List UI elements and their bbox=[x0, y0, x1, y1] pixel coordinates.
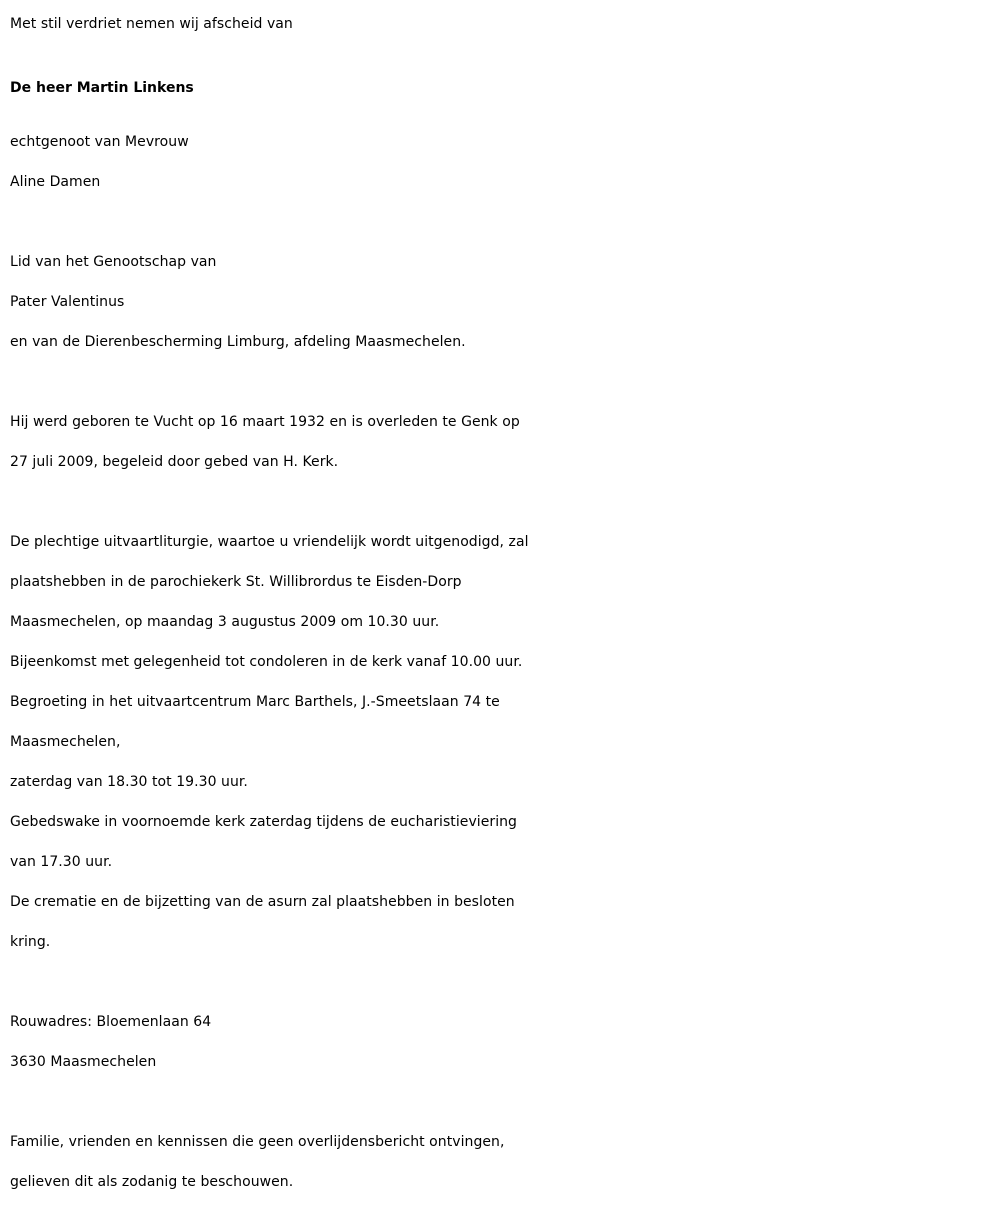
closing-section bbox=[10, 1122, 995, 1202]
funeral-line: zaterdag van 18.30 tot 19.30 uur. bbox=[10, 774, 248, 790]
obituary-notice bbox=[10, 4, 995, 1202]
spacer bbox=[10, 962, 995, 1002]
address-line: Rouwadres: Bloemenlaan 64 bbox=[10, 1014, 212, 1030]
intro-text: Met stil verdriet nemen wij afscheid van bbox=[10, 16, 293, 32]
spouse-line: echtgenoot van Mevrouw bbox=[10, 134, 189, 150]
closing-line: gelieven dit als zodanig te beschouwen. bbox=[10, 1174, 294, 1190]
birth-death-line: 27 juli 2009, begeleid door gebed van H. Kerk. bbox=[10, 454, 339, 470]
funeral-section bbox=[10, 522, 995, 962]
spouse-line: Aline Damen bbox=[10, 174, 101, 190]
funeral-line: van 17.30 uur. bbox=[10, 854, 113, 870]
closing-line: Familie, vrienden en kennissen die geen overlijdensbericht ontvingen, bbox=[10, 1134, 505, 1150]
spacer bbox=[10, 1082, 995, 1122]
address-line: 3630 Maasmechelen bbox=[10, 1054, 157, 1070]
birth-death-line: Hij werd geboren te Vucht op 16 maart 1932 en is overleden te Genk op bbox=[10, 414, 520, 430]
funeral-line: Maasmechelen, op maandag 3 augustus 2009 om 10.30 uur. bbox=[10, 614, 440, 630]
funeral-line: Bijeenkomst met gelegenheid tot condoleren in de kerk vanaf 10.00 uur. bbox=[10, 654, 523, 670]
birth-death-section bbox=[10, 402, 995, 482]
funeral-line: Gebedswake in voornoemde kerk zaterdag tijdens de eucharistieviering bbox=[10, 814, 517, 830]
funeral-line: De crematie en de bijzetting van de asurn zal plaatshebben in besloten bbox=[10, 894, 515, 910]
spacer bbox=[10, 202, 995, 242]
funeral-line: Begroeting in het uitvaartcentrum Marc Barthels, J.-Smeetslaan 74 te bbox=[10, 694, 500, 710]
membership-line: en van de Dierenbescherming Limburg, afdeling Maasmechelen. bbox=[10, 334, 466, 350]
spouse-section bbox=[10, 122, 995, 202]
funeral-line: plaatshebben in de parochiekerk St. Willibrordus te Eisden-Dorp bbox=[10, 574, 462, 590]
deceased-name: De heer Martin Linkens bbox=[10, 80, 194, 96]
membership-section bbox=[10, 242, 995, 362]
address-section bbox=[10, 1002, 995, 1082]
membership-line: Pater Valentinus bbox=[10, 294, 125, 310]
funeral-line: De plechtige uitvaartliturgie, waartoe u vriendelijk wordt uitgenodigd, zal bbox=[10, 534, 529, 550]
funeral-line: Maasmechelen, bbox=[10, 734, 121, 750]
funeral-line: kring. bbox=[10, 934, 51, 950]
spacer bbox=[10, 482, 995, 522]
spacer bbox=[10, 362, 995, 402]
membership-line: Lid van het Genootschap van bbox=[10, 254, 217, 270]
